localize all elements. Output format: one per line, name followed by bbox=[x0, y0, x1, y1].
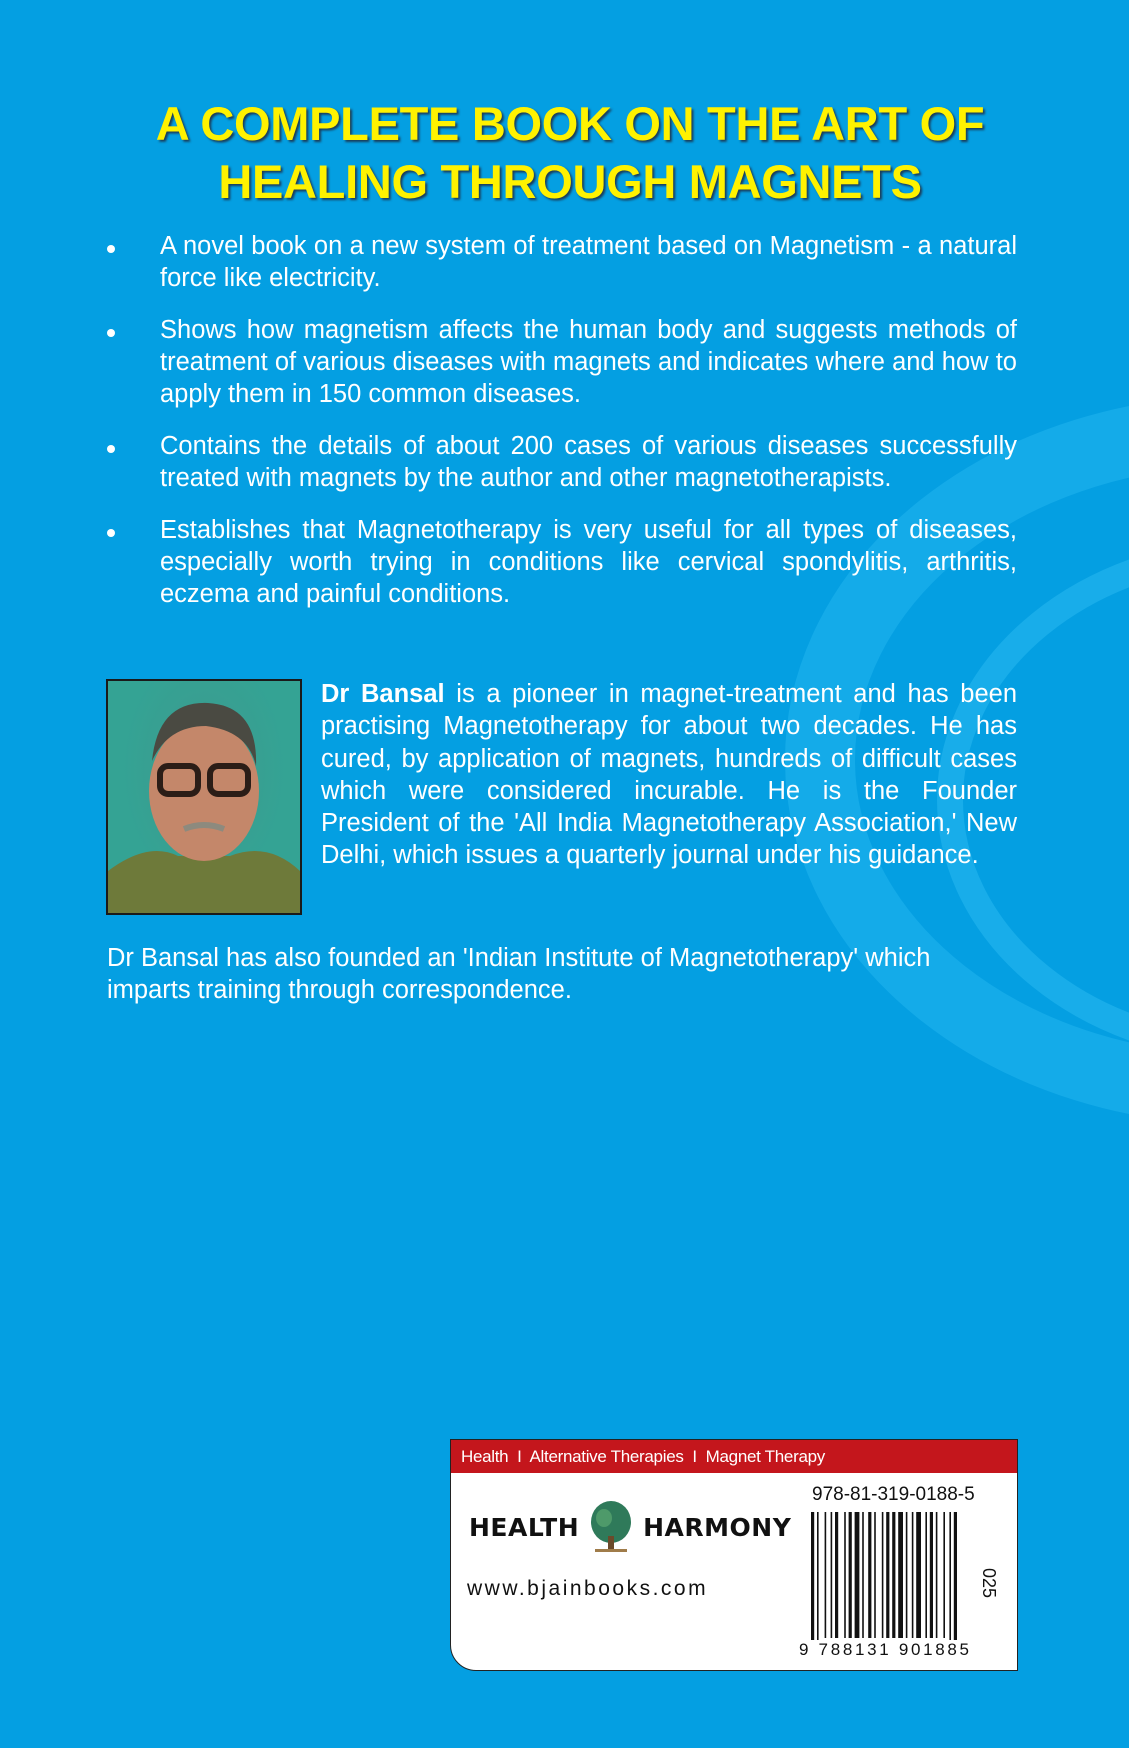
author-name: Dr Bansal bbox=[321, 680, 445, 708]
bullet-icon bbox=[107, 445, 115, 453]
barcode-bar bbox=[811, 1512, 814, 1652]
tree-icon bbox=[589, 1500, 633, 1554]
price-code: 025 bbox=[979, 1568, 999, 1599]
barcode-bar bbox=[835, 1512, 838, 1638]
bullet-icon bbox=[107, 245, 115, 253]
barcode-bar bbox=[892, 1512, 895, 1638]
category-bar: Health I Alternative Therapies I Magnet Therapy bbox=[451, 1440, 1017, 1473]
barcode-bar bbox=[868, 1512, 871, 1638]
barcode-bar bbox=[930, 1512, 933, 1638]
barcode bbox=[799, 1512, 973, 1657]
bullet-icon bbox=[107, 529, 115, 537]
feature-item bbox=[107, 230, 1017, 294]
author-photo bbox=[106, 679, 302, 915]
barcode-bar bbox=[898, 1512, 903, 1638]
barcode-bar bbox=[906, 1512, 908, 1638]
author-bio bbox=[321, 678, 1017, 872]
imprint-box bbox=[450, 1439, 1018, 1671]
barcode-bar bbox=[855, 1512, 860, 1638]
barcode-bar bbox=[882, 1512, 884, 1638]
feature-text: Shows how magnetism affects the human body and suggests methods of treatment of various diseases with magnets and indicates where and how to apply them in 150 common diseases. bbox=[160, 316, 1017, 408]
logo-text-right: HARMONY bbox=[643, 1512, 792, 1542]
author-bio-text: is a pioneer in magnet-treatment and has been practising Magnetotherapy for about two decades. He has cured, by application of magnets, hundreds of difficult cases which were considered incurable. He is the Founder President of the 'All India Magnetotherapy Association,' New Delhi, which issues a quarterly journal under his guidance. bbox=[321, 680, 1018, 870]
barcode-bar bbox=[916, 1512, 921, 1638]
isbn: 978-81-319-0188-5 bbox=[812, 1484, 975, 1505]
barcode-bar bbox=[825, 1512, 827, 1638]
publisher-url[interactable]: www.bjainbooks.com bbox=[467, 1577, 709, 1600]
feature-item bbox=[107, 314, 1017, 410]
feature-item bbox=[107, 430, 1017, 494]
barcode-bar bbox=[949, 1512, 951, 1652]
barcode-bar bbox=[831, 1512, 833, 1638]
barcode-bar bbox=[862, 1512, 864, 1638]
feature-item bbox=[107, 514, 1017, 610]
barcode-digits: 9 788131 901885 bbox=[799, 1640, 969, 1657]
feature-text: Establishes that Magnetotherapy is very useful for all types of diseases, especially worth trying in conditions like cervical spondylitis, arthritis, eczema and painful conditions. bbox=[160, 516, 1017, 608]
author-portrait bbox=[108, 681, 300, 913]
bullet-icon bbox=[107, 329, 115, 337]
tagline-line-2: HEALING THROUGH MAGNETS bbox=[218, 155, 922, 208]
barcode-bar bbox=[849, 1512, 852, 1638]
barcode-bar bbox=[874, 1512, 876, 1638]
barcode-bar bbox=[943, 1512, 945, 1638]
barcode-bar bbox=[817, 1512, 819, 1652]
barcode-bar bbox=[954, 1512, 957, 1652]
barcode-bar bbox=[912, 1512, 914, 1638]
publisher-logo bbox=[469, 1500, 791, 1554]
barcode-bar bbox=[844, 1512, 846, 1638]
feature-list bbox=[107, 230, 1017, 630]
barcode-bar bbox=[925, 1512, 927, 1638]
author-bio-continued: Dr Bansal has also founded an 'Indian Institute of Magnetotherapy' which imparts training through correspondence. bbox=[107, 944, 931, 1004]
barcode-bar bbox=[886, 1512, 889, 1638]
book-tagline bbox=[100, 95, 1040, 211]
tagline-line-1: A COMPLETE BOOK ON THE ART OF bbox=[155, 97, 985, 150]
feature-text: A novel book on a new system of treatment based on Magnetism - a natural force like electricity. bbox=[160, 232, 1017, 292]
feature-text: Contains the details of about 200 cases of various diseases successfully treated with magnets by the author and other magnetotherapists. bbox=[160, 432, 1017, 492]
barcode-bar bbox=[936, 1512, 938, 1638]
logo-text-left: HEALTH bbox=[469, 1512, 580, 1542]
